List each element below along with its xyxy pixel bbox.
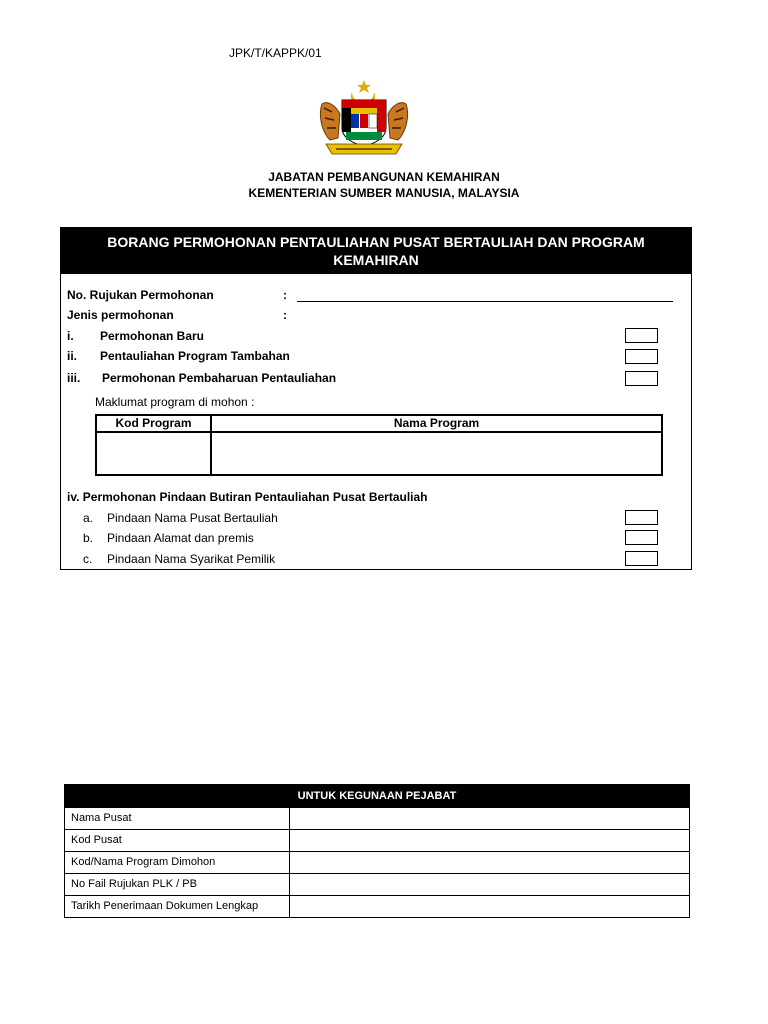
reference-input[interactable] [297,301,673,302]
form-title-line1: BORANG PERMOHONAN PENTAULIAHAN PUSAT BERTAULIAH DAN PROGRAM [107,234,645,250]
option-additional-program-label: Pentauliahan Program Tambahan [100,349,290,363]
coat-of-arms-logo [316,78,412,156]
program-code-cell[interactable] [97,433,210,474]
form-title [61,228,691,274]
option-number: ii. [67,349,78,363]
office-use-table [64,784,690,918]
office-row-label: No Fail Rujukan PLK / PB [71,878,197,890]
program-info-label: Maklumat program di mohon : [95,395,255,409]
option-number: i. [67,329,74,343]
office-use-title: UNTUK KEGUNAAN PEJABAT [65,785,689,807]
reference-label: No. Rujukan Permohonan [67,288,214,302]
table-row [65,807,689,829]
office-row-value[interactable] [289,830,689,851]
office-row-label: Tarikh Penerimaan Dokumen Lengkap [71,900,259,912]
office-row-value[interactable] [289,896,689,917]
office-row-value[interactable] [289,808,689,829]
option-new-application-checkbox[interactable] [625,328,658,343]
amend-letter: a. [83,511,94,525]
option-new-application-label: Permohonan Baru [100,329,205,343]
office-row-value[interactable] [289,852,689,873]
office-row-label: Kod Pusat [71,834,122,846]
program-name-header: Nama Program [393,416,480,430]
amend-owner-name-checkbox[interactable] [625,551,658,566]
type-colon: : [283,308,287,322]
option-renewal-label: Permohonan Pembaharuan Pentauliahan [102,371,337,385]
office-row-label: Nama Pusat [71,812,132,824]
amend-center-name-label: Pindaan Nama Pusat Bertauliah [107,511,278,525]
amend-center-name-checkbox[interactable] [625,510,658,525]
amend-address-checkbox[interactable] [625,530,658,545]
table-row [65,873,689,895]
amend-letter: b. [83,531,94,545]
amend-owner-name-label: Pindaan Nama Syarikat Pemilik [107,552,276,566]
amend-address-label: Pindaan Alamat dan premis [107,531,254,545]
form-title-line2: KEMAHIRAN [333,252,419,268]
table-row [65,829,689,851]
amend-letter: c. [83,552,93,566]
program-name-cell[interactable] [212,433,661,474]
option-number: iii. [67,371,81,385]
office-row-value[interactable] [289,874,689,895]
amendment-label: iv. Permohonan Pindaan Butiran Pentauliahan Pusat Bertauliah [67,490,428,504]
option-additional-program-checkbox[interactable] [625,349,658,364]
form-code: JPK/T/KAPPK/01 [229,46,322,60]
table-row [65,851,689,873]
office-row-label: Kod/Nama Program Dimohon [71,856,216,868]
reference-colon: : [283,288,287,302]
application-form [60,227,692,570]
table-row [65,895,689,917]
department-name: JABATAN PEMBANGUNAN KEMAHIRAN [268,170,500,184]
option-renewal-checkbox[interactable] [625,371,658,386]
type-label: Jenis permohonan [67,308,174,322]
program-table [95,414,663,476]
ministry-name: KEMENTERIAN SUMBER MANUSIA, MALAYSIA [248,186,520,200]
program-code-header: Kod Program [115,416,192,430]
